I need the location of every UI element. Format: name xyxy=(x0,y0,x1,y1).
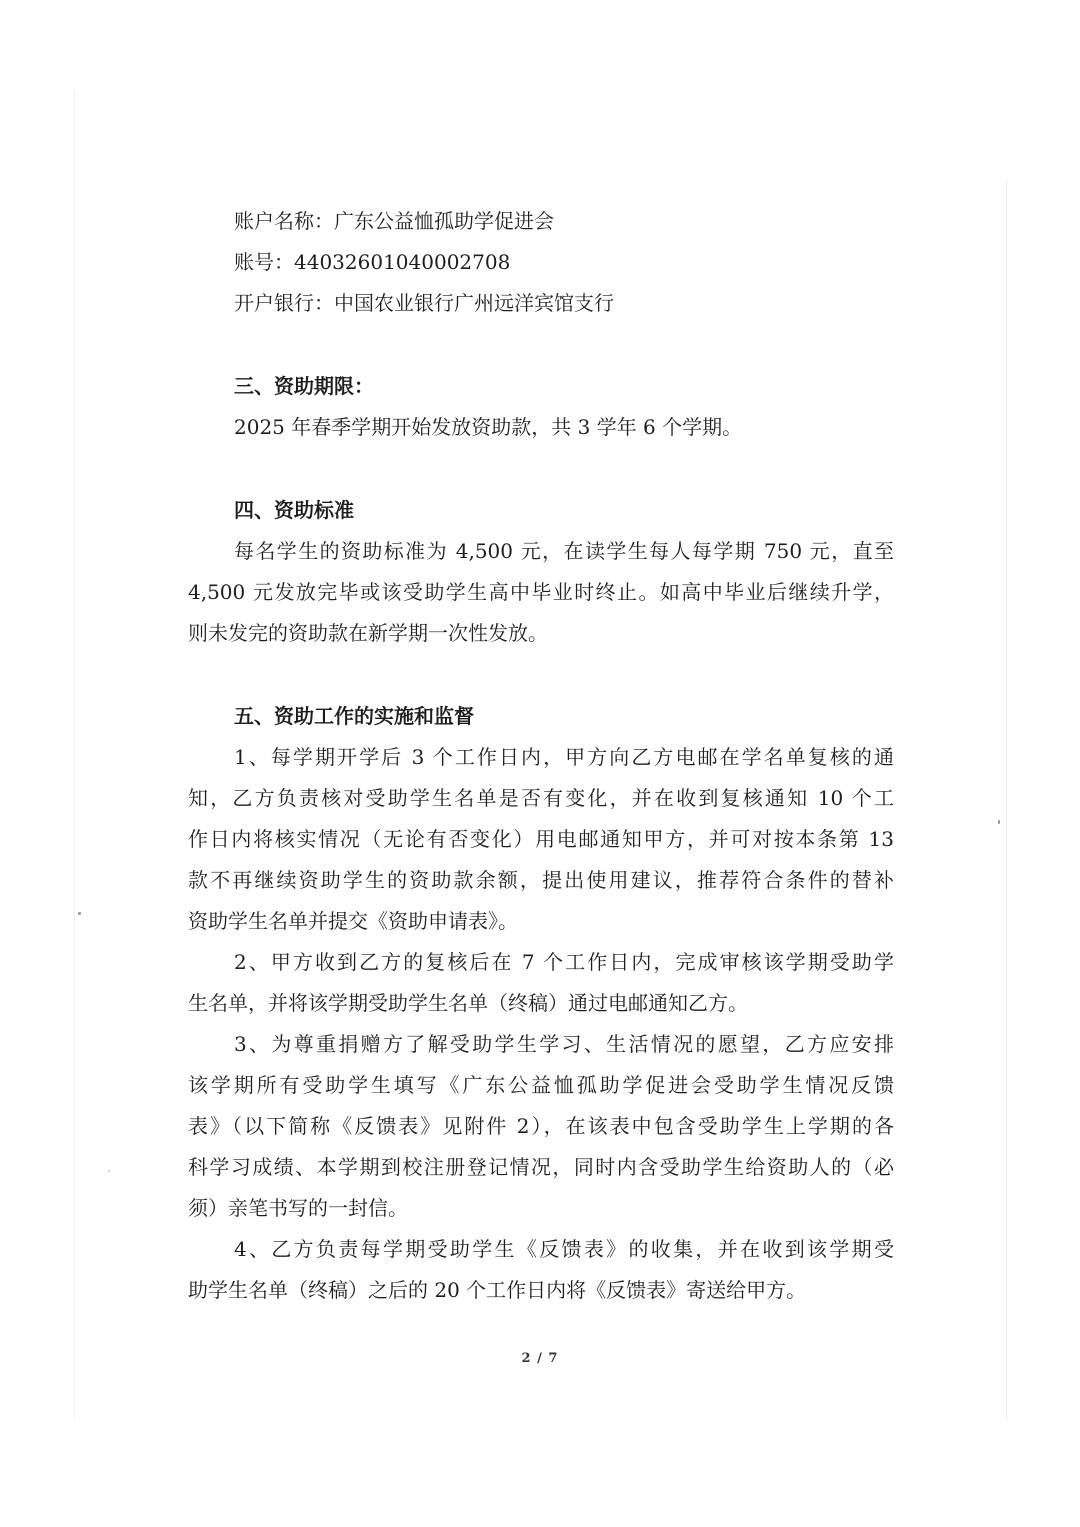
scan-speck xyxy=(998,820,1000,824)
clause-3-line: 该学期所有受助学生填写《广东公益恤孤助学促进会受助学生情况反馈 xyxy=(188,1073,894,1097)
account-bank-line: 开户银行：中国农业银行广州远洋宾馆支行 xyxy=(234,291,614,315)
section-4-heading: 四、资助标准 xyxy=(234,498,354,522)
section-4-line: 每名学生的资助标准为 4,500 元，在读学生每人每学期 750 元，直至 xyxy=(234,539,894,563)
section-4-line: 4,500 元发放完毕或该受助学生高中毕业时终止。如高中毕业后继续升学， xyxy=(188,580,894,604)
section-3-heading: 三、资助期限： xyxy=(234,374,374,398)
section-5-heading: 五、资助工作的实施和监督 xyxy=(234,704,474,728)
clause-1-line: 1、每学期开学后 3 个工作日内，甲方向乙方电邮在学名单复核的通 xyxy=(234,745,894,769)
scan-speck xyxy=(78,912,81,915)
section-3-paragraph: 2025 年春季学期开始发放资助款，共 3 学年 6 个学期。 xyxy=(234,415,743,439)
account-number-line: 账号：44032601040002708 xyxy=(234,250,511,274)
clause-1-line: 资助学生名单并提交《资助申请表》。 xyxy=(188,909,518,933)
clause-1-line: 作日内将核实情况（无论有否变化）用电邮通知甲方，并可对按本条第 13 xyxy=(188,827,894,851)
account-name-line: 账户名称：广东公益恤孤助学促进会 xyxy=(234,209,554,233)
clause-1-line: 款不再继续资助学生的资助款余额，提出使用建议，推荐符合条件的替补 xyxy=(188,868,894,892)
clause-4-line: 助学生名单（终稿）之后的 20 个工作日内将《反馈表》寄送给甲方。 xyxy=(188,1278,807,1302)
scan-edge-left xyxy=(74,90,75,1420)
clause-1-line: 知，乙方负责核对受助学生名单是否有变化，并在收到复核通知 10 个工 xyxy=(188,786,894,810)
clause-2-line: 生名单，并将该学期受助学生名单（终稿）通过电邮通知乙方。 xyxy=(188,991,748,1015)
clause-4-line: 4、乙方负责每学期受助学生《反馈表》的收集，并在收到该学期受 xyxy=(234,1237,894,1261)
clause-3-line: 表》（以下简称《反馈表》见附件 2），在该表中包含受助学生上学期的各 xyxy=(188,1114,894,1138)
scan-speck xyxy=(108,1170,110,1172)
clause-3-line: 3、为尊重捐赠方了解受助学生学习、生活情况的愿望，乙方应安排 xyxy=(234,1032,894,1056)
clause-2-line: 2、甲方收到乙方的复核后在 7 个工作日内，完成审核该学期受助学 xyxy=(234,950,894,974)
clause-3-line: 科学习成绩、本学期到校注册登记情况，同时内含受助学生给资助人的（必 xyxy=(188,1155,894,1179)
page-number: 2 / 7 xyxy=(521,1351,559,1366)
scan-edge-right xyxy=(1006,180,1007,1420)
section-4-line: 则未发完的资助款在新学期一次性发放。 xyxy=(188,621,548,645)
clause-3-line: 须）亲笔书写的一封信。 xyxy=(188,1196,408,1220)
